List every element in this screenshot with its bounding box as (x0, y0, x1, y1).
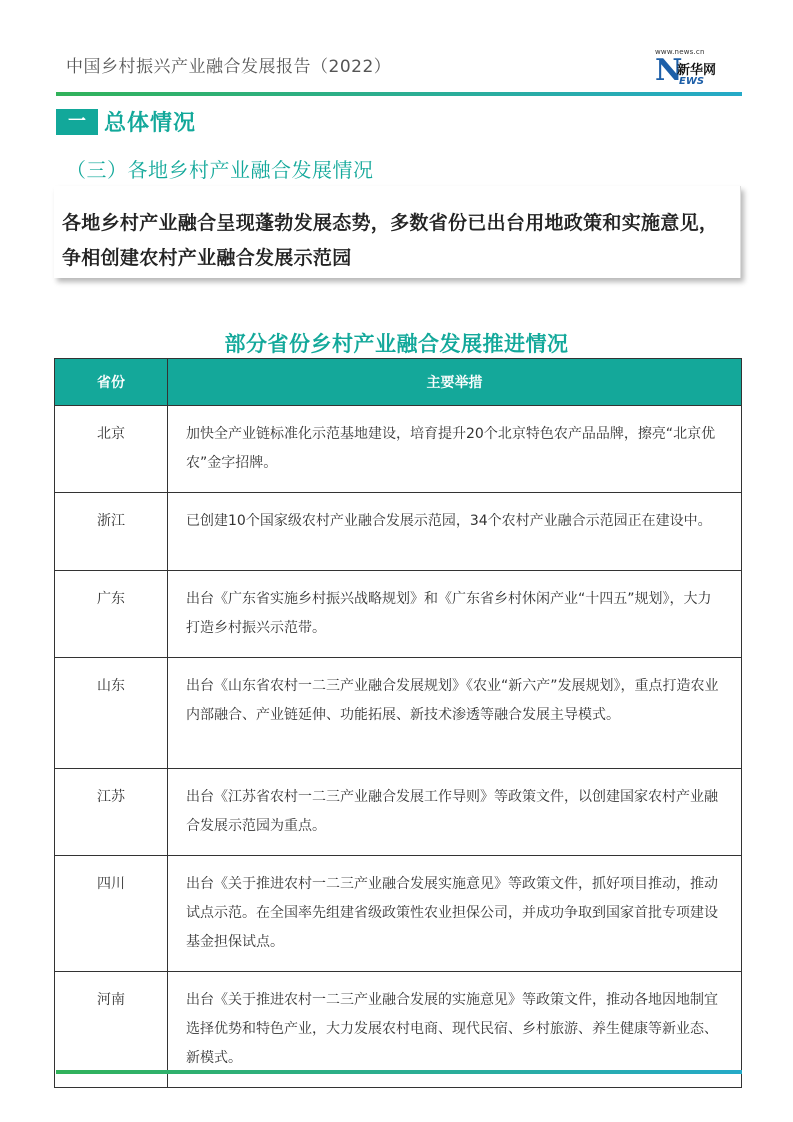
header-divider (56, 92, 742, 96)
measure-cell: 已创建10个国家级农村产业融合发展示范园，34个农村产业融合示范园正在建设中。 (168, 493, 742, 571)
logo-chinese-text: 新华网 (677, 63, 717, 78)
table-header-row (55, 359, 742, 406)
measure-cell: 出台《关于推进农村一二三产业融合发展实施意见》等政策文件，抓好项目推动，推动试点示范。在全国率先组建省级政策性农业担保公司，并成功争取到国家首批专项建设基金担保试点。 (168, 856, 742, 972)
column-header-province: 省份 (55, 359, 168, 406)
table-row (55, 493, 742, 571)
table-row (55, 571, 742, 658)
report-title: 中国乡村振兴产业融合发展报告（2022） (66, 57, 392, 77)
province-cell: 山东 (55, 658, 168, 769)
measure-cell: 出台《广东省实施乡村振兴战略规划》和《广东省乡村休闲产业“十四五”规划》，大力打造乡村振兴示范带。 (168, 571, 742, 658)
summary-callout-text: 各地乡村产业融合呈现蓬勃发展态势，多数省份已出台用地政策和实施意见，争相创建农村产业融合发展示范园 (62, 212, 719, 269)
section-number-badge: 一 (56, 109, 98, 135)
province-cell: 河南 (55, 972, 168, 1088)
footer-divider (56, 1070, 742, 1074)
table-row (55, 769, 742, 856)
table-row (55, 856, 742, 972)
province-cell: 北京 (55, 406, 168, 493)
column-header-measures: 主要举措 (168, 359, 742, 406)
logo-letter-n: N (655, 53, 683, 88)
subsection-title: （三）各地乡村产业融合发展情况 (66, 158, 374, 182)
table-title: 部分省份乡村产业融合发展推进情况 (224, 332, 569, 356)
xinhua-news-logo (655, 48, 729, 90)
province-cell: 江苏 (55, 769, 168, 856)
summary-callout (54, 186, 741, 278)
province-cell: 四川 (55, 856, 168, 972)
policy-table (54, 358, 742, 1088)
measure-cell: 出台《江苏省农村一二三产业融合发展工作导则》等政策文件，以创建国家农村产业融合发展示范园为重点。 (168, 769, 742, 856)
logo-url-text: www.news.cn (655, 48, 705, 56)
table-row (55, 406, 742, 493)
province-cell: 浙江 (55, 493, 168, 571)
section-title: 总体情况 (104, 111, 197, 136)
table-row (55, 658, 742, 769)
logo-ews-text: EWS (679, 76, 705, 87)
measure-cell: 出台《山东省农村一二三产业融合发展规划》《农业“新六产”发展规划》，重点打造农业内部融合、产业链延伸、功能拓展、新技术渗透等融合发展主导模式。 (168, 658, 742, 769)
measure-cell: 加快全产业链标准化示范基地建设，培育提升20个北京特色农产品品牌，擦亮“北京优农”金字招牌。 (168, 406, 742, 493)
province-cell: 广东 (55, 571, 168, 658)
measure-cell: 出台《关于推进农村一二三产业融合发展的实施意见》等政策文件，推动各地因地制宜选择优势和特色产业，大力发展农村电商、现代民宿、乡村旅游、养生健康等新业态、新模式。 (168, 972, 742, 1088)
